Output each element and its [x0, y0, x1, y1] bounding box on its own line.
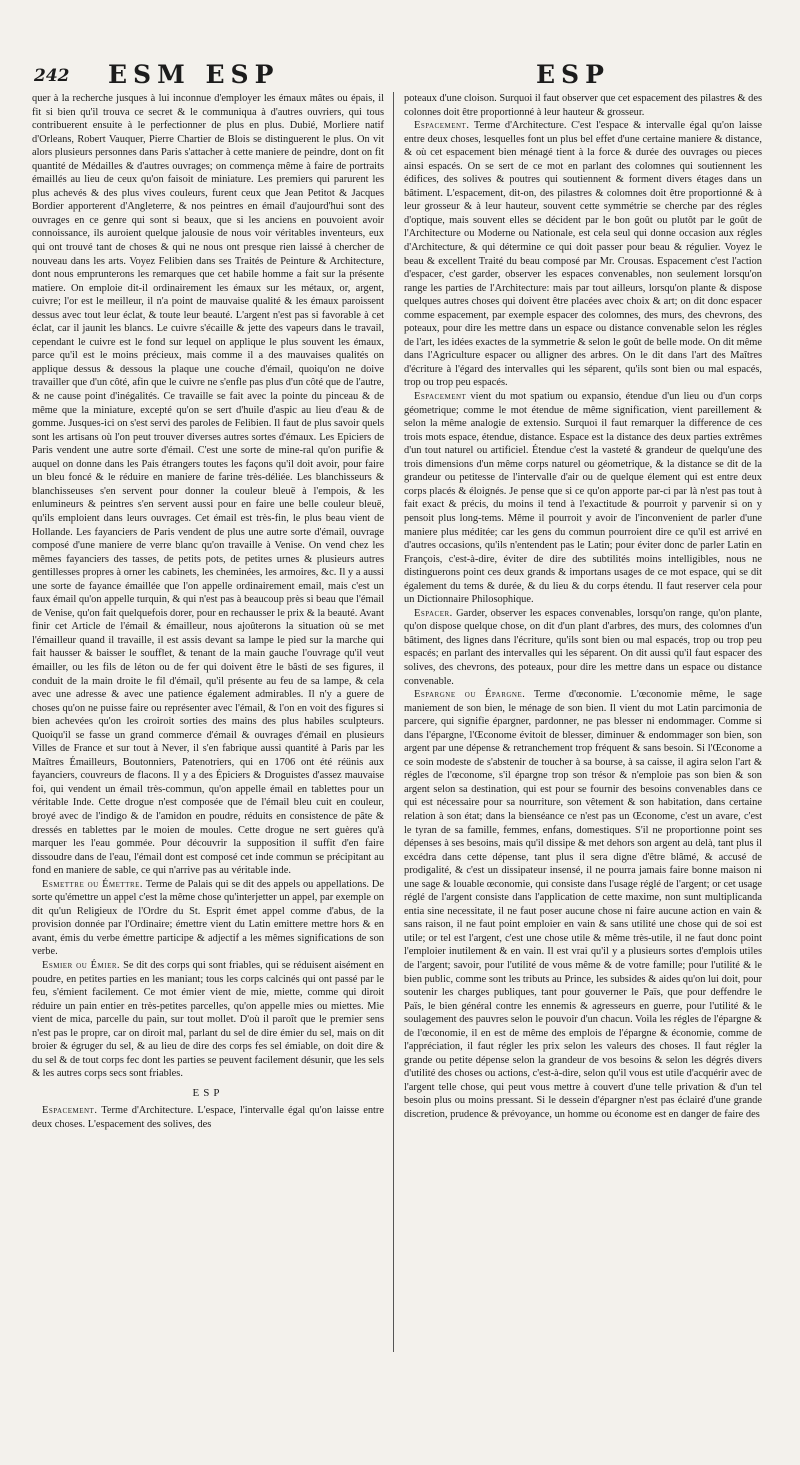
emaux-paragraph: quer à la recherche jusques à lui inconnue d'employer les émaux mâtes ou épais, il fit si bien qu'il trouva ce secret & le communiqua à d'autres ouvriers, qui tous contribuerent ensuite à le perfectionner de plus en plus. Dubié, Morliere natif d'Orleans, Robert Vauquer, Pierre Chartier de Blois se distinguerent le plus. On vit alors plusieurs personnes dans Paris s'attacher à cette maniere de peindre, dont on fit quantité de Médailles & d'autres ouvrages; on commença même à faire de portraits émaillés au lieu de ceux qu'on faisoit de miniature. Les premiers qui parurent les plus achevés & des plus vives couleurs, furent ceux que Jean Petitot & Jacques Bordier apporterent d'Angleterre, & nos peintres en émail d'aujourd'hui sont des ouvrages en ce genre qui sont si beaux, que si les anciens en pouvoient avoir connoissance, ils auroient quelque jalousie de nous voir véritables inventeurs, eux qui ont trouvé tant de choses & qui ne nous ont presque rien laissé à chercher de nouveau dans les arts. Voyez Felibien dans ses Traités de Peinture & Architecture, dont nous emprunterons les remarques que cet habile homme a fait sur la présente matiere. On emploie dit-il ordinairement les émaux sur les métaux, or, argent, cuivre; l'or est le meilleur, il n'a point de mauvaise qualité & les émaux paroissent dessus avec tout leur éclat, & toute leur beauté. L'argent n'est pas si favorable à cet éclat, car il jaunit les blancs. Le cuivre s'écaille & jette des vapeurs dans le travail, cependant le cuivre est le fond sur lequel on applique le plus souvent les émaux, parce qu'il est le moins précieux, mais comme il a des mauvaises qualités on applique dessus & dessous la plaque une couche d'émail, quoiqu'on ne doive travailler que d'un côté, afin que le cuivre ne s'enfle pas plus d'un côté que de l'autre, & ne cause point d'inégalités. Ce travaille se fait avec la pointe du pinceau & de même que la miniature, excepté qu'on se sert d'huile d'aspic au lieu d'eau & de gomme. Jusques-ici on s'est servi des paroles de Felibien. Il faut de plus savoir quels sont les artisans où l'on peut trouver diverses autres sortes d'émaux. Les Epiciers de Paris vendent une autre sorte d'émail. C'est une sorte de mine-ral qu'on purifie & auquel on donne dans les Pais étrangers toutes les façons qu'il doit avoir, pour faire un bleu foncé & le réduire en maniere de farine très-déliée. Les blanchisseurs & blanchisseuses s'en servent pour donner la couleur bleuë à l'empois, & les enlumineurs & peintres s'en servent aussi pour en faire une belle couleur bleuë, qu'ils emploient dans leurs ouvrages. Cet émail est très-fin, le plus beau vient de Hollande. Les fayanciers de Paris vendent de plus une autre sorte d'émail, ouvrage composé d'une maniere de verre blanc qu'on travaille à Venise. On vend chez les mêmes fayanciers des tasses, de petits pots, de petites urnes & plusieurs autres gentillesses propres à orner les cabinets, les cheminées, les armoires, &c. Il y a aussi une sorte de fayance émaillée que l'on appelle ordinairement email, mais c'est un faux émail qu'on appelle turquin, & qui n'est pas à beaucoup près si beau que l'émail de Venise, qu'on fait quelquefois dorer, pour en rechausser le prix & la beauté. Avant finir cet Article de l'émail & émailleur, nous ajoûterons la situation où se met l'émailleur quand il travaille, il est assis devant sa lampe le pied sur la marche qui fait hausser & baisser le soufflet, & tenant de la main gauche l'ouvrage qu'il veut émailler, ou les fils de léton ou de fer qui doivent être le bâsti de ses figures, il conduit de la main droite le fil d'émail, qu'il présente au feu de sa lampe, & cela avec une adresse & avec une patience également admirables. Il n'y a guere de choses qu'on ne puisse faire ou représenter avec l'émail, & l'on en voit des figures si bien achevées qu'on les croiroit sorties des mains des plus habiles sculpteurs. Quoiqu'il se fasse un grand commerce d'émail & ouvrages d'émail en plusieurs Villes de France et sur tout à Never, il s'en fabrique aussi quantité à Paris par les Maîtres Émailleurs, Boutonniers, Patenotriers, qui en 1706 ont été réünis aux fayanciers, couvreurs de flacons. Il y a des Épiciers & Droguistes d'assez mauvaise foi, qui vendent un émail très-commun, qu'on appelle émail en tablettes pour un véritable Inde. Cette drogue n'est composée que de l'émail bleu cuit en couleur, broyé avec de l'indigo & de l'amidon en poudre, réduits en consistence de pâte & dressés en tablettes par le moien de moules. Cette drogue ne sert guères qu'à marquer les l'eau gommée. Pour découvrir la supposition il suffit d'en faire dissoudre dans de l'eau, l'émail dont est composé cet inde commun se précipitant au fond en maniere de sable, ce qui n'arrive pas au véritable inde. — [32, 93, 384, 877]
column-divider — [393, 92, 394, 1352]
espacement2-headword: Espacement. — [414, 120, 470, 132]
continuation-paragraph: poteaux d'une cloison. Surquoi il faut observer que cet espacement des pilastres & des colonnes doit être proportionné à leur hauteur & grosseur. — [404, 93, 762, 118]
espacement-text: Terme d'Architecture. L'espace, l'intervalle égal qu'on laisse entre deux choses. L'espacement des solives, des — [32, 1105, 384, 1131]
right-running-head: ESP — [536, 60, 610, 89]
espace-entry — [404, 390, 762, 607]
page-number: 242 — [34, 66, 70, 86]
left-column — [32, 92, 384, 1132]
espacer-entry — [404, 607, 762, 688]
right-column — [404, 92, 762, 1122]
esmettre-entry — [32, 878, 384, 959]
esmier-headword: Esmier ou Émier. — [42, 960, 121, 971]
left-running-head: ESM ESP — [108, 60, 280, 89]
epargne-entry — [404, 688, 762, 1122]
esmettre-headword: Esmettre ou Émettre. — [42, 878, 144, 890]
espacer-text: Garder, observer les espaces convenables, lorsqu'on range, qu'on plante, qu'on dispose quelque chose, on dit d'un plant d'arbres, des murs, des colomnes d'un bâtiment, des lignes dans l'écriture, qu'ils sont bien ou mal espacés, trop ou trop peu espacés; en parlant des intervalles qui les séparent. On dit aussi qu'il faut espacer des solives, des chevrons, des poteaux, pour dire les mettre dans un espace ou distance convenable. — [404, 607, 762, 687]
epargne-headword: Espargne ou Épargne. — [414, 689, 526, 701]
epargne-text: Terme d'œconomie. L'œconomie même, le sage maniement de son bien, le ménage de son bien. Il vient du mot Latin parcimonia de parcere, qui signifie épargner, pardonner, ne pas blesser ni endommager. Comme si dans l'épargne, l'Œconome évitoit de blesser, diminuer & endommager son bien, son argent par une dépense & retranchement trop fréquent & sans besoin. Si l'Œconome a ce soin modeste de s'abstenir de toucher à sa bourse, à sa caisse, il agira selon l'art & régles de l'œconome, s'il épargne trop son trésor & n'emploie pas son bien & son argent selon sa destination, qui est pour se fournir des besoins convenables dans ce qui est nécessaire pour sa nourriture, son vêtement & son habitation, dans certaine relation à son état; dans la bienséance ce n'est pas un Œconome, c'est un avare, c'est le tyran de sa famille, femmes, enfans, domestiques. S'il ne proportionne point ses dépenses à ses besoins, mais qu'il dissipe & met dehors son argent au delà, tant plus il excédra dans cette dépense, tant plus il sera digne d'être blâmé, & accusé de prodigalité, & c'est un dissipateur insensé, il ne pourra jamais faire bonne maison ni une sage & louable œconomie, qui consiste dans l'usage réglé de l'argent; or cet usage réglé de l'argent consiste dans l'application de cette maxime, non sunt multiplicanda entia sine necessitate, il ne faut poser aucune chose ni faire aucune action en vain & sans raison, il ne faut point emploier en vain & sans utilité une chose qui de soi est utile; or tel est l'argent, c'est une chose utile & même très-utile, il ne faut donc point l'emploier inutilement & en vain. Il est vrai qu'il y a plusieurs sortes d'emplois utiles de l'argent; savoir, pour l'utilité de vous même & de votre famille; pour l'utilité & le bien public, comme sont les tributs au Prince, les subsides & aides qu'on lui doit, pour soutenir les charges publiques, tant pour gouverner le Païs, que pour deffendre le Païs, le bien général contre les ennemis & agresseurs en guerre, pour l'utilité & le soulagement des pauvres selon le pouvoir d'un chacun. Voila les régles de l'épargne & de l'œconomie, il en est de même des emplois de l'épargne & économie, comme de l'appréciation, il faut régler les prix selon les valeurs des choses. Il faut régler la grande ou petite dépense selon la grandeur de vos besoins & selon les dégrés divers d'utilité des choses ou actions, c'est-à-dire, selon qu'il vous est utile d'acquérir avec de l'argent telle chose, qui peut vous mettre à couvert d'une telle privation & d'un tel besoin plus ou moins pressant. Si le dessein d'épargner n'est pas éclairé d'une grande discretion, prudence & prévoyance, un homme ou économe est en danger de faire des — [404, 689, 762, 1121]
espacement-headword: Espacement. — [42, 1105, 98, 1117]
espacer-headword: Espacer. — [414, 607, 453, 619]
section-heading: ESP — [192, 1086, 224, 1099]
espacement2-text: Terme d'Architecture. C'est l'espace & intervalle égal qu'on laisse entre deux choses, lesquelles font un plus bel effet d'une certaine maniere & distance, & où cet espacement bien ménagé tient à la force & durée des ouvrages ou pieces ainsi espacés. On se sert de ce mot en parlant des colomnes qui soutiennent les édifices, des solives & poutres qui soutiennent & forment divers étages dans un bâtiment. L'espacement, dit-on, des pilastres & colomnes doit être proportionné & à leur grosseur & à leur hauteur, souvent cette symmétrie se cherche par des régles d'optique, mais souvent elles se décident par le bon goût ou plutôt par le goût de l'Architecture ou Moderne ou Nationale, est cela seul qui donne occasion aux régles d'Architecture, & qui détermine ce qui doit passer pour beau & régulier. Voyez le beau & excellent Traité du beau composé par Mr. Crousas. Espacement c'est l'action d'espacer, c'est garder, observer les espaces convenables, non seulement lorsqu'on range les parties de l'Architecture: mais par tout ailleurs, lorsqu'on plante & dispose quelques autres choses qui doivent être placées avec choix & art; on dit donc espacer comme espacement, par exemple espacer des colomnes, des murs, des chevrons, des poteaux, pour dire les mettre dans un espace ou distance convenable selon les régles de l'art, les idées exactes de la symmetrie & selon le goût de belle mode. On dit même dans l'Agriculture espacer ou alligner des arbres. On le dit dans l'art des Maîtres d'écriture à l'égard des intervalles qui les séparent, qu'ils sont bien ou mal espacés, trop ou trop peu espacés. — [404, 120, 762, 389]
espacement2-entry — [404, 119, 762, 390]
esmier-entry — [32, 959, 384, 1081]
espace-headword: Espacement — [414, 391, 467, 403]
esmier-text: Se dit des corps qui sont friables, qui se réduisent aisément en poudre, en petites parties en les maniant; tous les corps calcinés qui ont passé par le feu, s'émient facilement. Ce mot émier vient de mie, miette, comme qui diroit réduire un pain entier en très-petites parcelles, qu'on appelle mies ou miettes. Mie vient de mica, parcelle du pain, sur tout mollet. D'où il paroît que le premier sens n'est pas le propre, car on diroit mal, parlant du sel de dire émier du sel, mais on dit broier & égruger du sel, & au lieu de dire des corps fes sel émiable, on doit dire & du sel & de tout corps fec dont les parties se peuvent facilement désunir, que les sels & les autres corps secs sont friables. — [32, 960, 384, 1080]
espace-text: vient du mot spatium ou expansio, étendue d'un lieu ou d'un corps géometrique; comme le mot étendue de même signification, vient pareillement & selon la même analogie de extensio. Surquoi il faut remarquer la difference de ces trois mots espace, étendue, distance. Espace est la distance des deux parties extrêmes d'un tout naturel ou artificiel. Étendue c'est la vasteté & grandeur de quelqu'une des trois dimensions d'un même corps naturel ou géometrique, & la distance se dit de la grandeur ou petitesse de l'intervalle d'air ou de quelque élement qui est entre deux corps placés & éloignés. Je pense que si ce qu'on apporte par-ci par là n'est pas tout à fait exact & précis, du moins il tend à l'exactitude & pourroit y parvenir si on y pensoit plus long-tems. Même il pourroit y avoir de l'inconvenient de parler d'une maniere plus méditée; car les gens du commun pourroient dire ce qu'il est arrivé en d'autres occasions, qu'ils n'entendent pas le Latin; pour éviter donc de parler Latin en François, c'est-à-dire, éviter de dire des subtilités moins intelligibles, nous ne distinguerons point ces deux grands & importans usages de ce mot espace, qui se dit également du tems & durée, & du lieu & du corps étendu. Il faut reserver cela pour un Dictionnaire Philosophique. — [404, 391, 762, 606]
espacement-entry — [32, 1104, 384, 1131]
esmettre-text: Terme de Palais qui se dit des appels ou appellations. De sorte qu'émettre un appel c'est la même chose qu'interjetter un appel, par exemple on dit qu'un Religieux de l'Ordre du St. Esprit émet appel comme d'abus, de la provision donnée par l'Ordinaire; émettre vient du Latin emittere mettre hors & en avant, émis du verbe émettre participe & adjectif a les mêmes significations de son verbe. — [32, 878, 384, 958]
